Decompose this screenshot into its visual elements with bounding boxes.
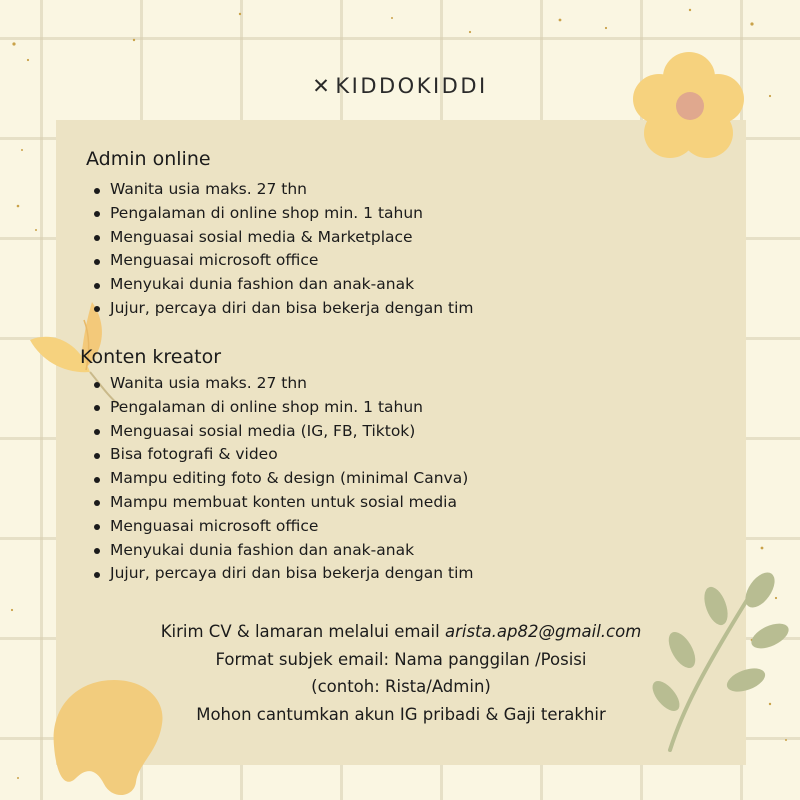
list-item: Mampu membuat konten untuk sosial media (110, 491, 473, 515)
section-title-admin-online: Admin online (86, 148, 211, 170)
list-item: Menguasai sosial media (IG, FB, Tiktok) (110, 420, 473, 444)
brand-name: KIDDOKIDDI (335, 74, 488, 98)
list-item: Menguasai microsoft office (110, 249, 473, 273)
list-item: Pengalaman di online shop min. 1 tahun (110, 396, 473, 420)
list-item: Menguasai sosial media & Marketplace (110, 226, 473, 250)
brand-logo (0, 74, 800, 98)
list-item: Jujur, percaya diri dan bisa bekerja dengan tim (110, 297, 473, 321)
list-item: Mampu editing foto & design (minimal Canva) (110, 467, 473, 491)
section-title-konten-kreator: Konten kreator (80, 346, 222, 368)
contact-info (56, 618, 746, 728)
contact-line-note: Mohon cantumkan akun IG pribadi & Gaji terakhir (196, 704, 606, 724)
yellow-flower-icon (626, 50, 756, 170)
list-item: Menyukai dunia fashion dan anak-anak (110, 273, 473, 297)
contact-line-subject-format: Format subjek email: Nama panggilan /Posisi (215, 649, 587, 669)
requirements-list-konten-kreator (90, 372, 473, 586)
brand-mark-icon: ✕ (312, 74, 333, 98)
contact-email: arista.ap82@gmail.com (444, 622, 642, 641)
list-item: Bisa fotografi & video (110, 443, 473, 467)
list-item: Pengalaman di online shop min. 1 tahun (110, 202, 473, 226)
list-item: Wanita usia maks. 27 thn (110, 372, 473, 396)
contact-line-email (56, 618, 746, 646)
list-item: Wanita usia maks. 27 thn (110, 178, 473, 202)
contact-line-example: (contoh: Rista/Admin) (311, 677, 491, 696)
contact-email-prefix: Kirim CV & lamaran melalui email (160, 622, 445, 641)
requirements-list-admin-online (90, 178, 473, 321)
list-item: Jujur, percaya diri dan bisa bekerja dengan tim (110, 562, 473, 586)
list-item: Menguasai microsoft office (110, 515, 473, 539)
list-item: Menyukai dunia fashion dan anak-anak (110, 539, 473, 563)
